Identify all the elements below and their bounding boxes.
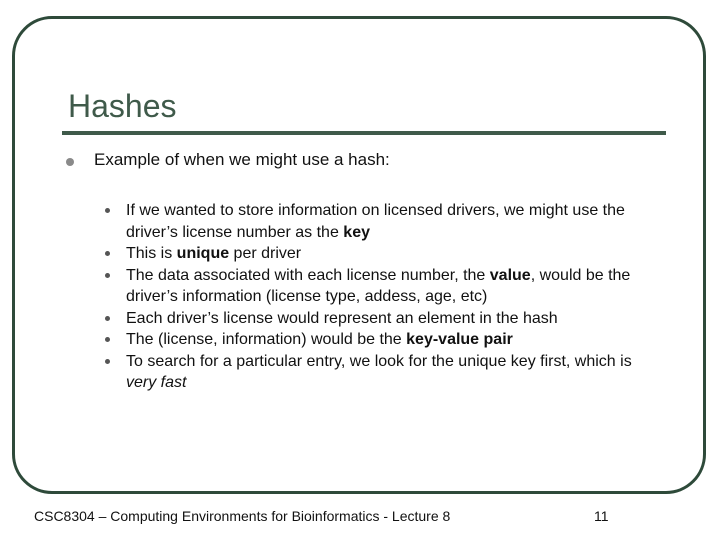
title-divider bbox=[62, 131, 666, 135]
bullet-icon bbox=[105, 208, 110, 213]
slide-footer: CSC8304 – Computing Environments for Bioinformatics - Lecture 8 bbox=[34, 508, 451, 524]
bullet-text: per driver bbox=[229, 245, 302, 262]
bullet-icon bbox=[66, 158, 74, 166]
bullet-text: Each driver’s license would represent an element in the hash bbox=[126, 309, 558, 327]
list-item bbox=[100, 351, 660, 394]
page-number: 11 bbox=[594, 508, 609, 524]
list-item bbox=[100, 329, 660, 351]
sub-bullet-list bbox=[100, 200, 660, 394]
bullet-icon bbox=[105, 273, 110, 278]
list-item bbox=[100, 308, 660, 330]
bullet-text: If we wanted to store information on licensed drivers, we might use the driver’s license number as the bbox=[126, 202, 625, 241]
bullet-text: very fast bbox=[126, 374, 187, 391]
bullet-text: unique bbox=[176, 245, 230, 262]
bullet-text: value bbox=[489, 266, 531, 284]
bullet-text: key bbox=[343, 223, 370, 241]
list-item bbox=[100, 200, 660, 243]
list-item bbox=[100, 265, 660, 308]
slide-title: Hashes bbox=[68, 88, 177, 124]
bullet-icon bbox=[105, 316, 110, 321]
bullet-text: , would be the driver’s information (license type, addess, age, etc) bbox=[126, 266, 631, 305]
bullet-icon bbox=[105, 251, 110, 256]
bullet-text: To search for a particular entry, we look for the unique key first, which is bbox=[126, 352, 632, 370]
bullet-icon bbox=[105, 337, 110, 342]
bullet-text: This is bbox=[126, 245, 177, 262]
intro-text: Example of when we might use a hash: bbox=[94, 150, 390, 169]
bullet-text: The data associated with each license number, the bbox=[126, 266, 490, 284]
bullet-text: The (license, information) would be the bbox=[126, 331, 407, 348]
bullet-text: key-value pair bbox=[406, 331, 513, 348]
list-item bbox=[100, 243, 660, 265]
bullet-icon bbox=[105, 359, 110, 364]
